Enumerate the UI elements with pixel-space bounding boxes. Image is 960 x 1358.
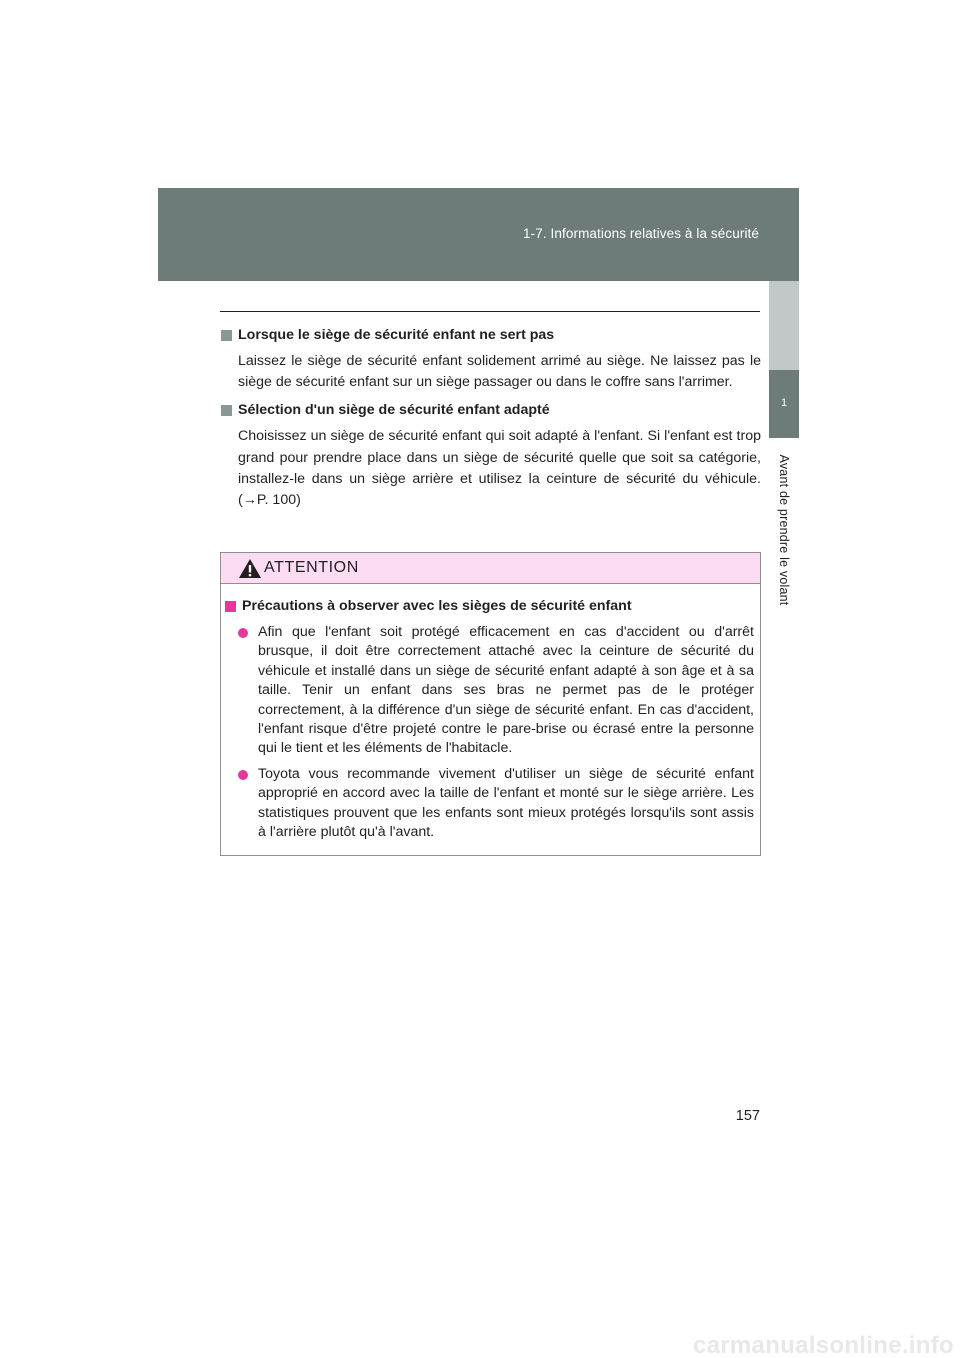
pink-dot-bullet-icon: [238, 770, 248, 780]
section-body: Laissez le siège de sécurité enfant solidement arrimé au siège. Ne laissez pas le siège de sécurité enfant sur un siège passager ou dans le coffre sans l'arrimer.: [238, 353, 761, 391]
watermark: [565, 1318, 960, 1358]
main-content: [221, 325, 761, 518]
section-heading-text: Sélection d'un siège de sécurité enfant adapté: [238, 402, 550, 419]
chapter-label: Avant de prendre le volant: [777, 454, 791, 606]
section-heading: [221, 400, 761, 421]
section-title: 1-7. Informations relatives à la sécurité: [523, 226, 759, 241]
section-storage: [221, 325, 761, 393]
warning-item: [225, 765, 754, 843]
warning-item-text: Toyota vous recommande vivement d'utiliser un siège de sécurité enfant approprié en accord avec la taille de l'enfant et monté sur le siège arrière. Les statistiques prouvent que les enfants sont mieux protégés lorsqu'ils sont assis à l'arrière plutôt qu'à l'avant.: [258, 765, 754, 841]
warning-heading-text: Précautions à observer avec les sièges de sécurité enfant: [242, 598, 632, 614]
warning-item: [225, 623, 754, 759]
warning-heading: [225, 596, 754, 617]
square-bullet-icon: [221, 330, 232, 341]
watermark-text: carmanualsonline.info: [692, 1332, 954, 1358]
warning-content: [221, 584, 760, 842]
top-rule: [220, 311, 760, 312]
warning-header: [221, 553, 760, 584]
section-body: Choisissez un siège de sécurité enfant qui soit adapté à l'enfant. Si l'enfant est trop grand pour prendre place dans un siège de sécurité quelle que soit sa catégorie, installez-le dans un siège arrière et utilisez la ceinture de sécurité du véhicule. (→P. 100): [238, 428, 761, 509]
side-strip: [769, 281, 799, 370]
chapter-tab: [769, 370, 799, 438]
warning-box: [220, 552, 761, 856]
warning-triangle-icon: [238, 558, 262, 579]
warning-title: ATTENTION: [264, 559, 359, 576]
pink-dot-bullet-icon: [238, 628, 248, 638]
header-band: [158, 188, 799, 281]
section-heading-text: Lorsque le siège de sécurité enfant ne sert pas: [238, 327, 555, 343]
pink-square-bullet-icon: [225, 601, 236, 612]
page-number: 157: [735, 1108, 760, 1124]
chapter-number: 1: [780, 397, 788, 409]
square-bullet-icon: [221, 405, 232, 416]
section-selection: [221, 400, 761, 511]
warning-item-text: Afin que l'enfant soit protégé efficacement en cas d'accident ou d'arrêt brusque, il doit être correctement attaché avec la ceinture de sécurité du véhicule et installé dans un siège de sécurité enfant adapté à son âge et à sa taille. Tenir un enfant dans ses bras ne permet pas de le protéger correctement, à la différence d'un siège de sécurité enfant. En cas d'accident, l'enfant risque d'être projeté contre le pare-brise ou écrasé entre la personne qui le tient et les éléments de l'habitacle.: [258, 624, 754, 757]
section-heading: [221, 325, 761, 346]
